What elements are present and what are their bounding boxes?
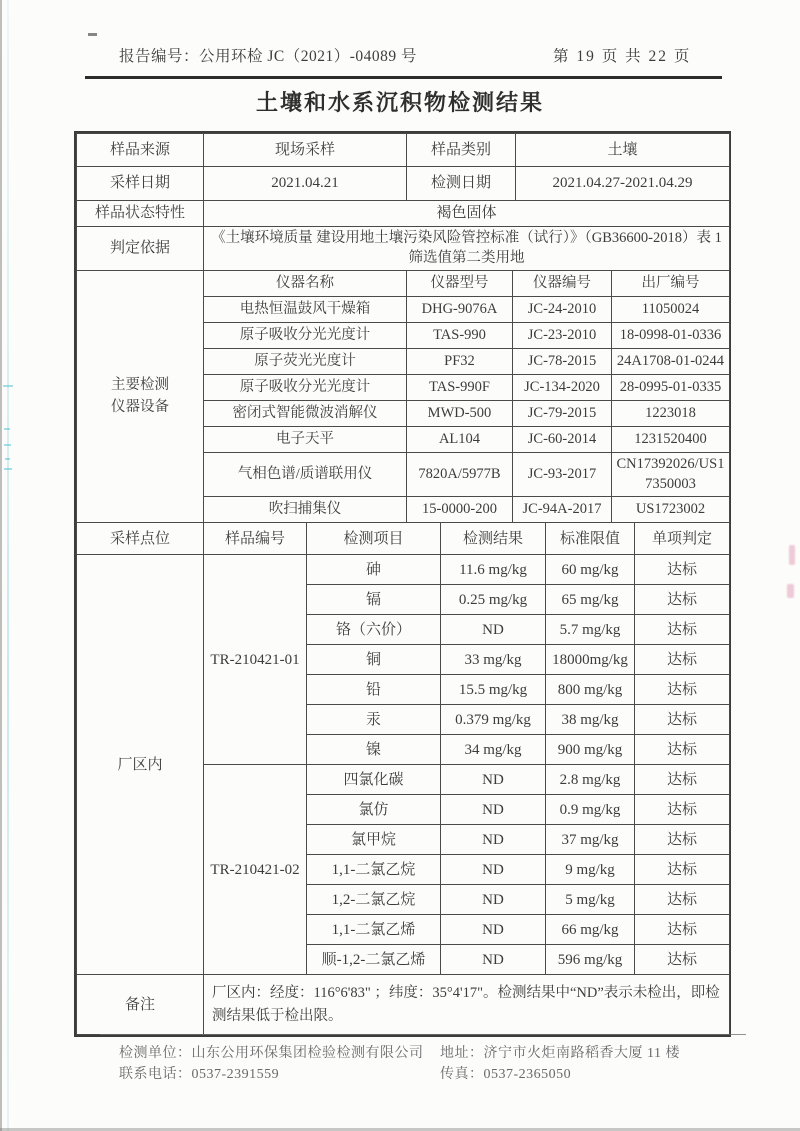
standard-limit-cell: 2.8 mg/kg (546, 765, 635, 795)
sampling-date-value: 2021.04.21 (204, 167, 407, 201)
sample-id-cell: TR-210421-02 (204, 765, 307, 975)
test-result-cell: ND (441, 885, 546, 915)
test-result-cell: ND (441, 615, 546, 645)
test-item-cell: 1,1-二氯乙烷 (307, 855, 441, 885)
instruments-section-label (77, 271, 204, 523)
remark-label: 备注 (77, 975, 204, 1035)
instrument-model-cell: 15-0000-200 (407, 497, 513, 523)
instrument-number-cell: JC-23-2010 (513, 323, 612, 349)
standard-limit-cell: 0.9 mg/kg (546, 795, 635, 825)
judgement-cell: 达标 (635, 615, 730, 645)
scan-left-cyan-line (7, 0, 9, 1131)
judgement-cell: 达标 (635, 945, 730, 975)
sample-state-label: 样品状态特性 (77, 201, 204, 227)
column-header-single-judgement: 单项判定 (635, 523, 730, 555)
judgement-basis-label: 判定依据 (77, 227, 204, 271)
instrument-number-cell: JC-93-2017 (513, 453, 612, 497)
test-result-cell: 11.6 mg/kg (441, 555, 546, 585)
header-rule (85, 76, 722, 79)
instrument-model-cell: PF32 (407, 349, 513, 375)
instrument-number-cell: JC-78-2015 (513, 349, 612, 375)
instruments-table (76, 270, 730, 523)
standard-limit-cell: 60 mg/kg (546, 555, 635, 585)
results-table (76, 522, 730, 975)
test-item-cell: 汞 (307, 705, 441, 735)
factory-number-cell: 1223018 (612, 401, 730, 427)
factory-number-cell: 1231520400 (612, 427, 730, 453)
test-result-cell: 0.379 mg/kg (441, 705, 546, 735)
instrument-model-cell: DHG-9076A (407, 297, 513, 323)
instrument-number-cell: JC-94A-2017 (513, 497, 612, 523)
test-result-cell: ND (441, 855, 546, 885)
test-item-cell: 氯甲烷 (307, 825, 441, 855)
column-header-standard-limit: 标准限值 (546, 523, 635, 555)
standard-limit-cell: 5.7 mg/kg (546, 615, 635, 645)
test-item-cell: 四氯化碳 (307, 765, 441, 795)
factory-number-cell: 11050024 (612, 297, 730, 323)
sample-info-table (76, 133, 730, 271)
sample-source-label: 样品来源 (77, 134, 204, 167)
report-number: 报告编号：公用环检 JC（2021）-04089 号 (119, 48, 418, 65)
column-header-factory-number: 出厂编号 (612, 271, 730, 297)
judgement-cell: 达标 (635, 885, 730, 915)
scan-cyan-tick (4, 468, 12, 470)
footer-rule (100, 1034, 746, 1035)
table-row (77, 271, 730, 297)
instrument-model-cell: 7820A/5977B (407, 453, 513, 497)
instrument-name-cell: 原子吸收分光光度计 (204, 375, 407, 401)
scan-cyan-tick (5, 458, 10, 460)
test-item-cell: 铅 (307, 675, 441, 705)
scan-corner-mark (88, 33, 97, 36)
test-item-cell: 铬（六价） (307, 615, 441, 645)
test-result-cell: ND (441, 795, 546, 825)
table-row (77, 201, 730, 227)
judgement-cell: 达标 (635, 555, 730, 585)
instrument-name-cell: 电热恒温鼓风干燥箱 (204, 297, 407, 323)
judgement-cell: 达标 (635, 825, 730, 855)
footer-address: 地址：济宁市火炬南路稻香大厦 11 楼 (440, 1046, 680, 1061)
remark-table (76, 974, 730, 1035)
instruments-section-label-line2: 仪器设备 (111, 398, 169, 415)
column-header-instrument-model: 仪器型号 (407, 271, 513, 297)
judgement-cell: 达标 (635, 645, 730, 675)
standard-limit-cell: 5 mg/kg (546, 885, 635, 915)
instrument-number-cell: JC-79-2015 (513, 401, 612, 427)
test-item-cell: 铜 (307, 645, 441, 675)
test-date-label: 检测日期 (407, 167, 516, 201)
standard-limit-cell: 900 mg/kg (546, 735, 635, 765)
column-header-instrument-name: 仪器名称 (204, 271, 407, 297)
factory-number-cell: 28-0995-01-0335 (612, 375, 730, 401)
sample-id-cell: TR-210421-01 (204, 555, 307, 765)
instrument-number-cell: JC-60-2014 (513, 427, 612, 453)
judgement-cell: 达标 (635, 735, 730, 765)
scan-cyan-tick (3, 385, 13, 387)
sample-type-value: 土壤 (516, 134, 730, 167)
sampling-date-label: 采样日期 (77, 167, 204, 201)
table-row (77, 523, 730, 555)
test-item-cell: 氯仿 (307, 795, 441, 825)
factory-number-cell: 24A1708-01-0244 (612, 349, 730, 375)
column-header-sampling-location: 采样点位 (77, 523, 204, 555)
column-header-instrument-number: 仪器编号 (513, 271, 612, 297)
scan-pink-smudge (789, 545, 795, 565)
column-header-sample-id: 样品编号 (204, 523, 307, 555)
standard-limit-cell: 18000mg/kg (546, 645, 635, 675)
test-result-cell: ND (441, 765, 546, 795)
results-tbody (77, 523, 730, 975)
standard-limit-cell: 596 mg/kg (546, 945, 635, 975)
table-row (77, 555, 730, 585)
instrument-name-cell: 吹扫捕集仪 (204, 497, 407, 523)
column-header-test-item: 检测项目 (307, 523, 441, 555)
test-item-cell: 镉 (307, 585, 441, 615)
instrument-model-cell: TAS-990 (407, 323, 513, 349)
table-row (77, 167, 730, 201)
table-row (77, 975, 730, 1035)
page-title: 土壤和水系沉积物检测结果 (255, 90, 544, 115)
test-item-cell: 1,1-二氯乙烯 (307, 915, 441, 945)
judgement-cell: 达标 (635, 675, 730, 705)
judgement-cell: 达标 (635, 855, 730, 885)
standard-limit-cell: 9 mg/kg (546, 855, 635, 885)
judgement-cell: 达标 (635, 915, 730, 945)
instrument-number-cell: JC-134-2020 (513, 375, 612, 401)
standard-limit-cell: 800 mg/kg (546, 675, 635, 705)
test-result-cell: 0.25 mg/kg (441, 585, 546, 615)
test-result-cell: 33 mg/kg (441, 645, 546, 675)
test-result-cell: ND (441, 825, 546, 855)
sample-source-value: 现场采样 (204, 134, 407, 167)
test-date-value: 2021.04.27-2021.04.29 (516, 167, 730, 201)
scan-left-edge (0, 0, 2, 1131)
instrument-model-cell: AL104 (407, 427, 513, 453)
standard-limit-cell: 37 mg/kg (546, 825, 635, 855)
footer-org: 检测单位：山东公用环保集团检验检测有限公司 (119, 1046, 424, 1061)
instrument-name-cell: 原子吸收分光光度计 (204, 323, 407, 349)
sample-state-value: 褐色固体 (204, 201, 730, 227)
scan-cyan-tick (4, 444, 11, 446)
judgement-cell: 达标 (635, 585, 730, 615)
instruments-tbody (77, 271, 730, 523)
instrument-model-cell: MWD-500 (407, 401, 513, 427)
page-number: 第 19 页 共 22 页 (553, 48, 692, 65)
judgement-cell: 达标 (635, 765, 730, 795)
judgement-cell: 达标 (635, 705, 730, 735)
scan-cyan-tick (4, 428, 10, 430)
standard-limit-cell: 38 mg/kg (546, 705, 635, 735)
table-row (77, 134, 730, 167)
instrument-name-cell: 原子荧光光度计 (204, 349, 407, 375)
footer-phone: 联系电话：0537-2391559 (119, 1067, 280, 1082)
instrument-model-cell: TAS-990F (407, 375, 513, 401)
sample-type-label: 样品类别 (407, 134, 516, 167)
test-item-cell: 砷 (307, 555, 441, 585)
test-result-cell: ND (441, 915, 546, 945)
report-table (74, 131, 731, 1037)
factory-number-cell: 18-0998-01-0336 (612, 323, 730, 349)
standard-limit-cell: 66 mg/kg (546, 915, 635, 945)
factory-number-cell: US1723002 (612, 497, 730, 523)
test-item-cell: 1,2-二氯乙烷 (307, 885, 441, 915)
standard-limit-cell: 65 mg/kg (546, 585, 635, 615)
judgement-basis-value: 《土壤环境质量 建设用地土壤污染风险管控标准（试行）》（GB36600-2018）表 1筛选值第二类用地 (204, 227, 730, 271)
test-item-cell: 镍 (307, 735, 441, 765)
instrument-number-cell: JC-24-2010 (513, 297, 612, 323)
test-result-cell: ND (441, 945, 546, 975)
column-header-test-result: 检测结果 (441, 523, 546, 555)
test-result-cell: 34 mg/kg (441, 735, 546, 765)
table-row (77, 227, 730, 271)
test-result-cell: 15.5 mg/kg (441, 675, 546, 705)
instrument-name-cell: 电子天平 (204, 427, 407, 453)
judgement-cell: 达标 (635, 795, 730, 825)
instrument-name-cell: 气相色谱/质谱联用仪 (204, 453, 407, 497)
test-item-cell: 顺-1,2-二氯乙烯 (307, 945, 441, 975)
footer-fax: 传真：0537-2365050 (440, 1067, 572, 1082)
factory-number-cell: CN17392026/US17350003 (612, 453, 730, 497)
instruments-section-label-line1: 主要检测 (111, 376, 169, 393)
instrument-name-cell: 密闭式智能微波消解仪 (204, 401, 407, 427)
remark-text: 厂区内：经度：116°6'83" ；纬度：35°4'17"。检测结果中“ND”表示未检出，即检测结果低于检出限。 (204, 975, 730, 1035)
scan-pink-smudge (787, 584, 794, 598)
sampling-location-cell: 厂区内 (77, 555, 204, 975)
